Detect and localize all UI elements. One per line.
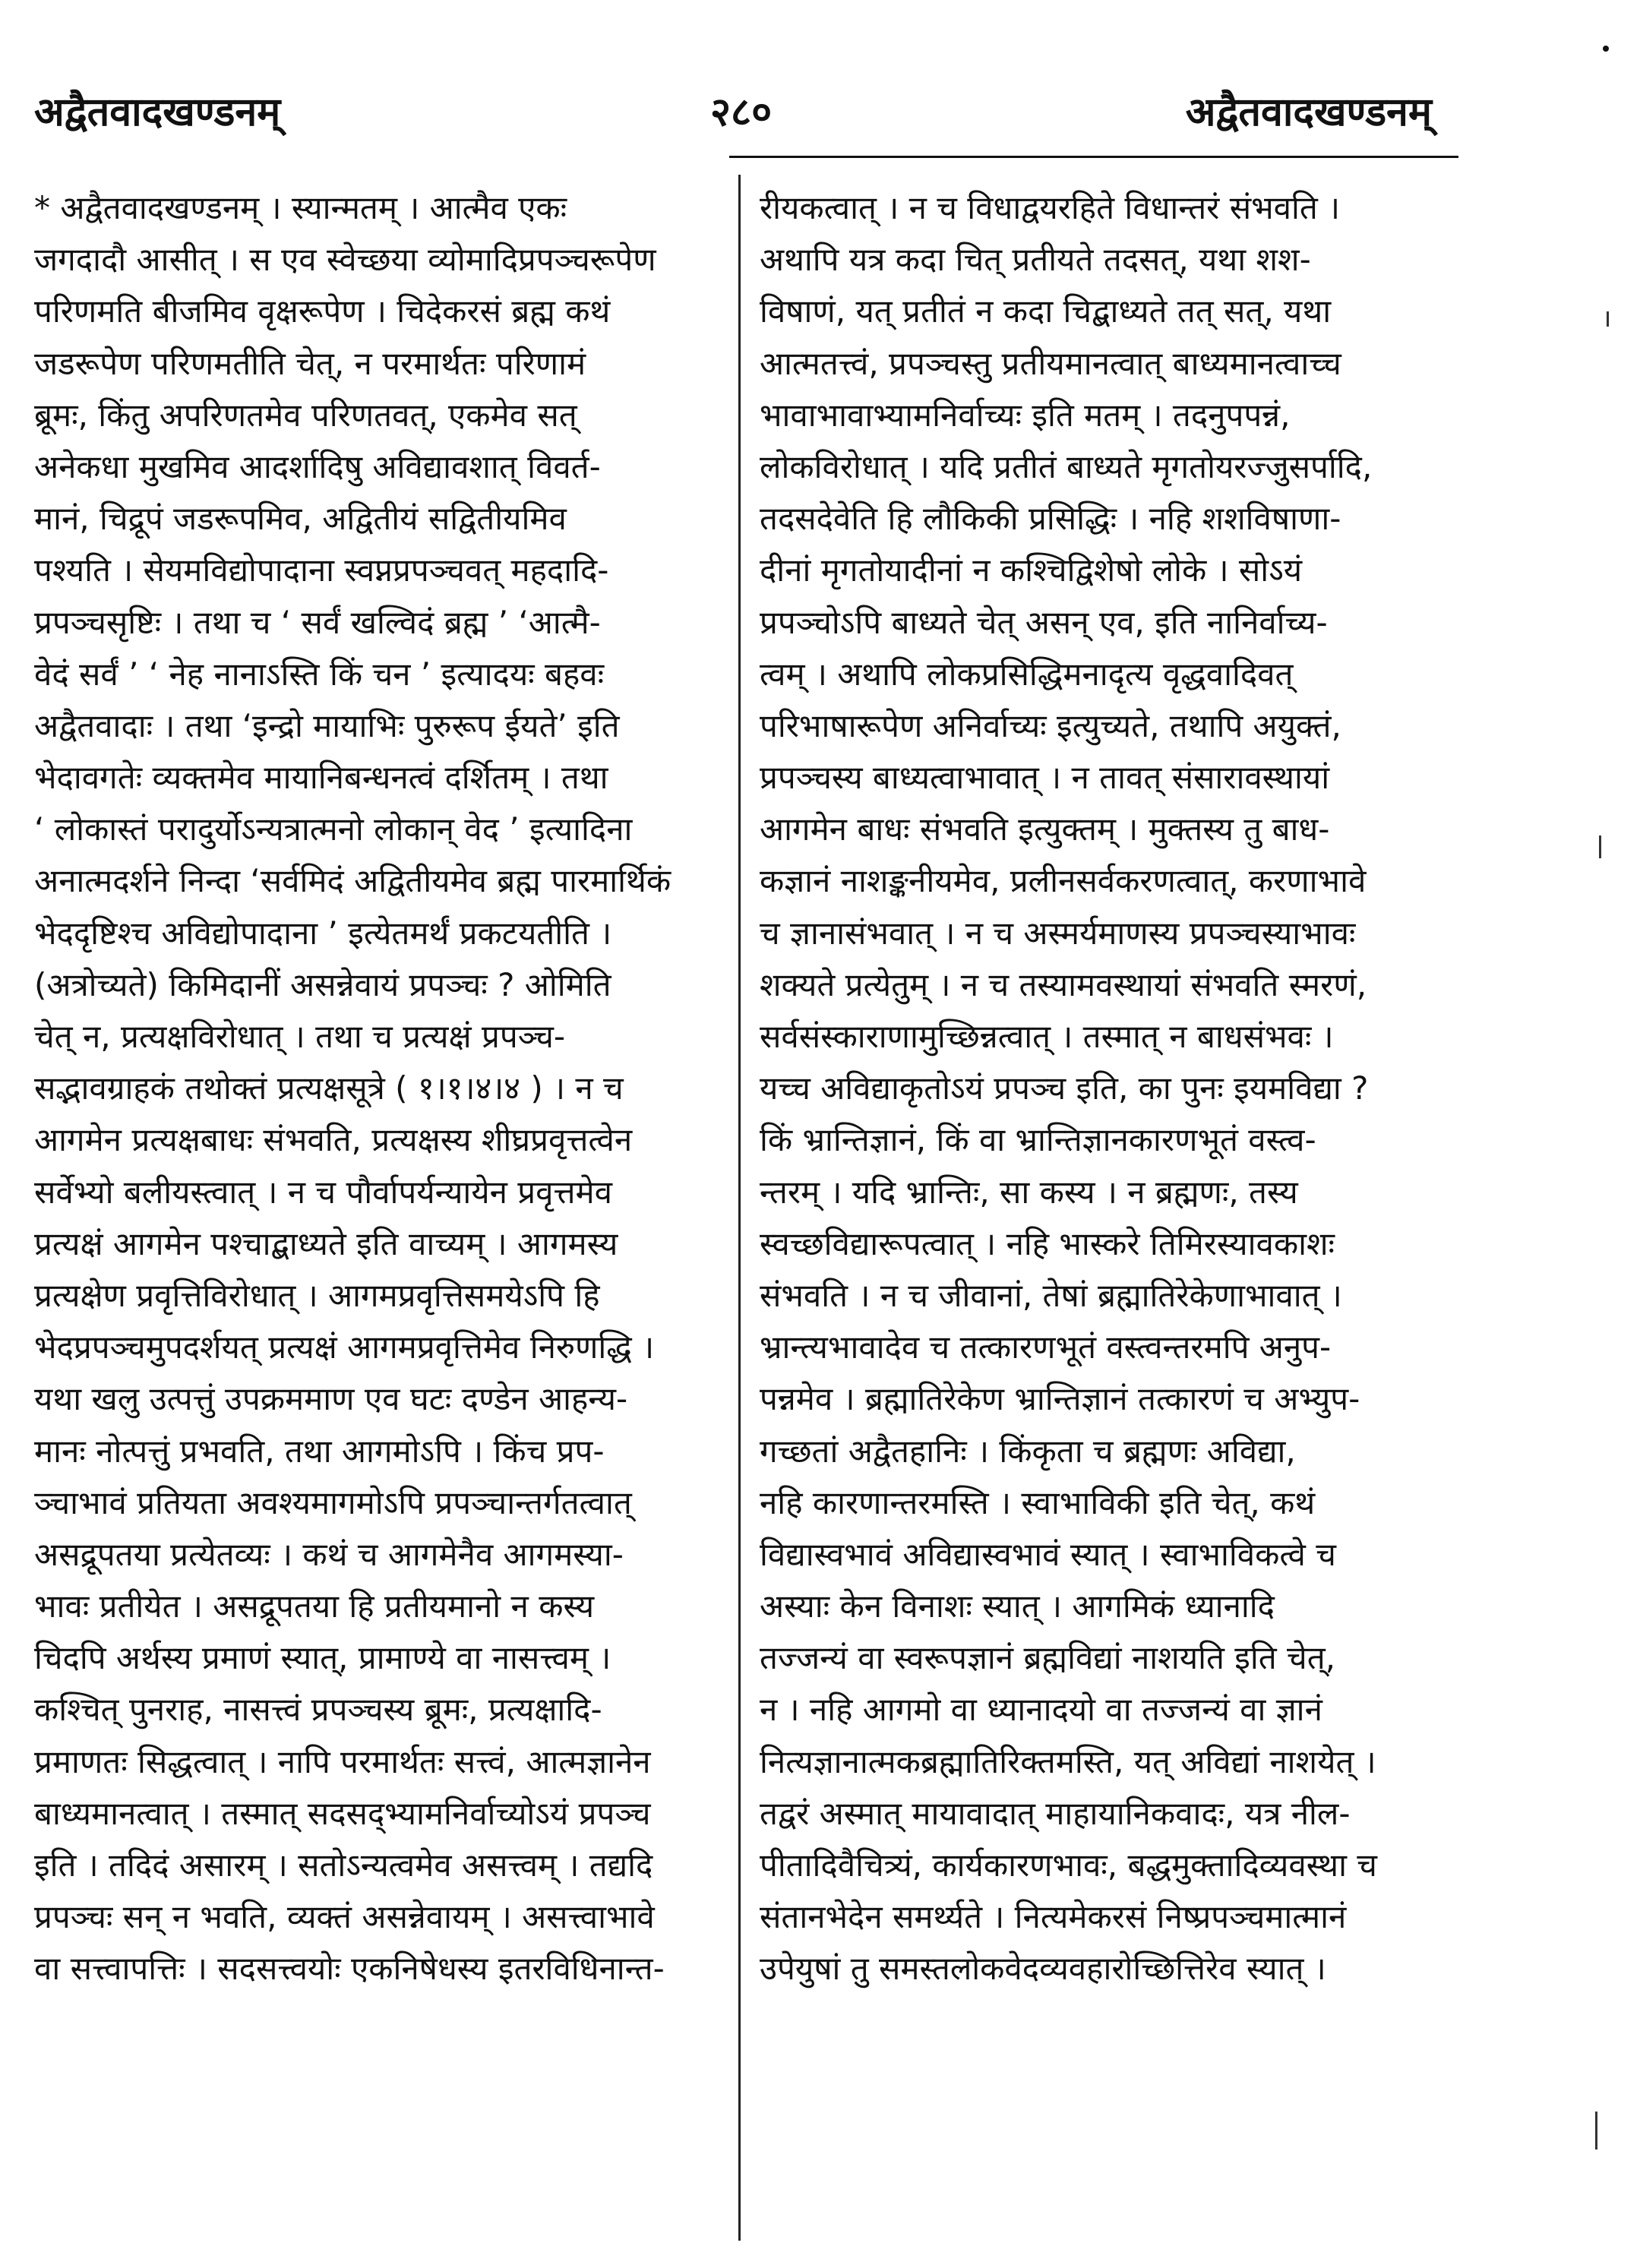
margin-mark bbox=[1607, 311, 1609, 327]
left-column-line: वा सत्त्वापत्तिः । सदसत्त्वयोः एकनिषेधस्य इतरविधिनान्त- bbox=[34, 1950, 665, 1988]
right-column-line: किं भ्रान्तिज्ञानं, किं वा भ्रान्तिज्ञानकारणभूतं वस्त्व- bbox=[760, 1121, 1316, 1159]
right-column-line: न्तरम् । यदि भ्रान्तिः, सा कस्य । न ब्रह्मणः, तस्य bbox=[760, 1173, 1298, 1211]
right-column-line: उपेयुषां तु समस्तलोकवेदव्यवहारोच्छित्तिरेव स्यात् । bbox=[760, 1950, 1326, 1988]
right-column-line: अस्याः केन विनाशः स्यात् । आगमिकं ध्यानादि bbox=[760, 1587, 1275, 1625]
margin-speck bbox=[1603, 46, 1609, 52]
left-column-line: भेदप्रपञ्चमुपदर्शयत् प्रत्यक्षं आगमप्रवृत्तिमेव निरुणद्धि । bbox=[34, 1328, 655, 1366]
left-column-line: (अत्रोच्यते) किमिदानीं असन्नेवायं प्रपञ्चः ? ओमिति bbox=[34, 965, 611, 1003]
right-column bbox=[760, 182, 1443, 1995]
right-column-line: सर्वसंस्काराणामुच्छिन्नत्वात् । तस्मात् न बाधसंभवः । bbox=[760, 1018, 1334, 1055]
right-column-line: तद्वरं अस्मात् मायावादात् माहायानिकवादः, यत्र नील- bbox=[760, 1794, 1351, 1832]
left-column-line: आगमेन प्रत्यक्षबाधः संभवति, प्रत्यक्षस्य शीघ्रप्रवृत्तत्वेन bbox=[34, 1121, 633, 1159]
left-column-line: प्रपञ्चः सन् न भवति, व्यक्तं असन्नेवायम् । असत्त्वाभावे bbox=[34, 1898, 655, 1936]
right-column-line: यच्च अविद्याकृतोऽयं प्रपञ्च इति, का पुनः इयमविद्या ? bbox=[760, 1069, 1369, 1107]
column-divider bbox=[738, 175, 741, 2241]
left-column-line: जडरूपेण परिणमतीति चेत्, न परमार्थतः परिणामं bbox=[34, 344, 586, 382]
right-column-line: नहि कारणान्तरमस्ति । स्वाभाविकी इति चेत्, कथं bbox=[760, 1483, 1316, 1521]
right-column-line: संभवति । न च जीवानां, तेषां ब्रह्मातिरेकेणाभावात् । bbox=[760, 1276, 1342, 1314]
left-column-line: असद्रूपतया प्रत्येतव्यः । कथं च आगमेनैव आगमस्या- bbox=[34, 1535, 624, 1573]
left-column-line: यथा खलु उत्पत्तुं उपक्रममाण एव घटः दण्डेन आहन्य- bbox=[34, 1380, 628, 1418]
left-column-line: सर्वेभ्यो बलीयस्त्वात् । न च पौर्वापर्यन्यायेन प्रवृत्तमेव bbox=[34, 1173, 613, 1211]
right-column-line: आत्मतत्त्वं, प्रपञ्चस्तु प्रतीयमानत्वात् बाध्यमानत्वाच्च bbox=[760, 344, 1341, 382]
right-column-line: भ्रान्त्यभावादेव च तत्कारणभूतं वस्त्वन्तरमपि अनुप- bbox=[760, 1328, 1332, 1366]
left-column-line: इति । तदिदं असारम् । सतोऽन्यत्वमेव असत्त्वम् । तद्यदि bbox=[34, 1846, 653, 1884]
right-column-line: परिभाषारूपेण अनिर्वाच्यः इत्युच्यते, तथापि अयुक्तं, bbox=[760, 706, 1341, 744]
right-column-line: संतानभेदेन समर्थ्यते । नित्यमेकरसं निष्प्रपञ्चमात्मानं bbox=[760, 1898, 1347, 1936]
header-left-title: अद्वैतवादखण्डनम् bbox=[34, 90, 281, 135]
left-column-line: अनात्मदर्शने निन्दा ‘सर्वमिदं अद्वितीयमेव ब्रह्म पारमार्थिकं bbox=[34, 862, 671, 900]
left-column-line: प्रत्यक्षं आगमेन पश्चाद्बाध्यते इति वाच्यम् । आगमस्य bbox=[34, 1224, 618, 1262]
running-header bbox=[34, 84, 1432, 144]
left-column-line: * अद्वैतवादखण्डनम् । स्यान्मतम् । आत्मैव एकः bbox=[34, 189, 567, 226]
right-column-line: प्रपञ्चोऽपि बाध्यते चेत् असन् एव, इति नानिर्वाच्य- bbox=[760, 603, 1328, 641]
right-column-line: पीतादिवैचित्र्यं, कार्यकारणभावः, बद्धमुक्तादिव्यवस्था च bbox=[760, 1846, 1377, 1884]
left-column-line: भेददृष्टिश्च अविद्योपादाना ’ इत्येतमर्थं प्रकटयतीति । bbox=[34, 914, 612, 952]
right-column-line: विषाणं, यत् प्रतीतं न कदा चिद्बाध्यते तत् सत्, यथा bbox=[760, 292, 1332, 330]
left-column-line: परिणमति बीजमिव वृक्षरूपेण । चिदेकरसं ब्रह्म कथं bbox=[34, 292, 611, 330]
left-column-line: चेत् न, प्रत्यक्षविरोधात् । तथा च प्रत्यक्षं प्रपञ्च- bbox=[34, 1018, 566, 1055]
right-column-line: आगमेन बाधः संभवति इत्युक्तम् । मुक्तस्य तु बाध- bbox=[760, 810, 1330, 848]
right-column-line: तज्जन्यं वा स्वरूपज्ञानं ब्रह्मविद्यां नाशयति इति चेत्, bbox=[760, 1639, 1336, 1677]
right-column-line: नित्यज्ञानात्मकब्रह्मातिरिक्तमस्ति, यत् अविद्यां नाशयेत् । bbox=[760, 1742, 1376, 1780]
left-column-line: ‘ लोकास्तं परादुर्योऽन्यत्रात्मनो लोकान् वेद ’ इत्यादिना bbox=[34, 810, 633, 848]
right-column-line: अथापि यत्र कदा चित् प्रतीयते तदसत्, यथा शश- bbox=[760, 241, 1311, 279]
left-column-line: ब्रूमः, किंतु अपरिणतमेव परिणतवत्, एकमेव सत् bbox=[34, 396, 577, 434]
right-column-line: लोकविरोधात् । यदि प्रतीतं बाध्यते मृगतोयरज्जुसर्पादि, bbox=[760, 447, 1373, 485]
left-column-line: भावः प्रतीयेत । असद्रूपतया हि प्रतीयमानो न कस्य bbox=[34, 1587, 595, 1625]
left-column-line: प्रत्यक्षेण प्रवृत्तिविरोधात् । आगमप्रवृत्तिसमयेऽपि हि bbox=[34, 1276, 600, 1314]
right-column-line: रीयकत्वात् । न च विधाद्वयरहिते विधान्तरं संभवति । bbox=[760, 189, 1341, 226]
left-column-line: ञ्चाभावं प्रतियता अवश्यमागमोऽपि प्रपञ्चान्तर्गतत्वात् bbox=[34, 1483, 632, 1521]
left-column-line: जगदादौ आसीत् । स एव स्वेच्छया व्योमादिप्रपञ्चरूपेण bbox=[34, 241, 656, 279]
right-column-line: पन्नमेव । ब्रह्मातिरेकेण भ्रान्तिज्ञानं तत्कारणं च अभ्युप- bbox=[760, 1380, 1360, 1418]
left-column-line: मानः नोत्पत्तुं प्रभवति, तथा आगमोऽपि । किंच प्रप- bbox=[34, 1432, 605, 1470]
right-column-line: न । नहि आगमो वा ध्यानादयो वा तज्जन्यं वा ज्ञानं bbox=[760, 1691, 1322, 1729]
right-column-line: तदसदेवेति हि लौकिकी प्रसिद्धिः । नहि शशविषाणा- bbox=[760, 500, 1341, 538]
header-rule bbox=[729, 156, 1458, 158]
left-column-line: बाध्यमानत्वात् । तस्मात् सदसद्भ्यामनिर्वाच्योऽयं प्रपञ्च bbox=[34, 1794, 651, 1832]
right-column-line: त्वम् । अथापि लोकप्रसिद्धिमनादृत्य वृद्धवादिवत् bbox=[760, 655, 1294, 693]
right-column-line: शक्यते प्रत्येतुम् । न च तस्यामवस्थायां संभवति स्मरणं, bbox=[760, 965, 1367, 1003]
left-column-line: भेदावगतेः व्यक्तमेव मायानिबन्धनत्वं दर्शितम् । तथा bbox=[34, 759, 608, 797]
right-column-line: भावाभावाभ्यामनिर्वाच्यः इति मतम् । तदनुपपन्नं, bbox=[760, 396, 1291, 434]
left-column-line: चिदपि अर्थस्य प्रमाणं स्यात्, प्रामाण्ये वा नासत्त्वम् । bbox=[34, 1639, 611, 1677]
left-column-line: अनेकधा मुखमिव आदर्शादिषु अविद्यावशात् विवर्त- bbox=[34, 447, 601, 485]
right-column-line: स्वच्छविद्यारूपत्वात् । नहि भास्करे तिमिरस्यावकाशः bbox=[760, 1224, 1335, 1262]
right-column-line: विद्यास्वभावं अविद्यास्वभावं स्यात् । स्वाभाविकत्वे च bbox=[760, 1535, 1336, 1573]
left-column-line: अद्वैतवादाः । तथा ‘इन्द्रो मायाभिः पुरुरूप ईयते’ इति bbox=[34, 706, 620, 744]
right-column-line: दीनां मृगतोयादीनां न कश्चिद्विशेषो लोके । सोऽयं bbox=[760, 551, 1303, 589]
header-right-title: अद्वैतवादखण्डनम् bbox=[1185, 90, 1432, 135]
left-column-line: कश्चित् पुनराह, नासत्त्वं प्रपञ्चस्य ब्रूमः, प्रत्यक्षादि- bbox=[34, 1691, 602, 1729]
left-column-line: वेदं सर्वं ’ ‘ नेह नानाऽस्ति किं चन ’ इत्यादयः बहवः bbox=[34, 655, 605, 693]
left-column bbox=[34, 182, 718, 1995]
left-column-line: मानं, चिद्रूपं जडरूपमिव, अद्वितीयं सद्वितीयमिव bbox=[34, 500, 567, 538]
page-number: २८० bbox=[710, 90, 773, 135]
right-column-line: प्रपञ्चस्य बाध्यत्वाभावात् । न तावत् संसारावस्थायां bbox=[760, 759, 1330, 797]
left-column-line: पश्यति । सेयमविद्योपादाना स्वप्नप्रपञ्चवत् महदादि- bbox=[34, 551, 609, 589]
right-column-line: कज्ञानं नाशङ्कनीयमेव, प्रलीनसर्वकरणत्वात्, करणाभावे bbox=[760, 862, 1367, 900]
right-column-line: गच्छतां अद्वैतहानिः । किंकृता च ब्रह्मणः अविद्या, bbox=[760, 1432, 1296, 1470]
margin-mark bbox=[1599, 835, 1601, 858]
left-column-line: प्रपञ्चसृष्टिः । तथा च ‘ सर्वं खल्विदं ब्रह्म ’ ‘आत्मै- bbox=[34, 603, 601, 641]
left-column-line: प्रमाणतः सिद्धत्वात् । नापि परमार्थतः सत्त्वं, आत्मज्ञानेन bbox=[34, 1742, 651, 1780]
margin-mark bbox=[1595, 2112, 1597, 2150]
right-column-line: च ज्ञानासंभवात् । न च अस्मर्यमाणस्य प्रपञ्चस्याभावः bbox=[760, 914, 1356, 952]
left-column-line: सद्भावग्राहकं तथोक्तं प्रत्यक्षसूत्रे ( १।१।४।४ ) । न च bbox=[34, 1069, 624, 1107]
